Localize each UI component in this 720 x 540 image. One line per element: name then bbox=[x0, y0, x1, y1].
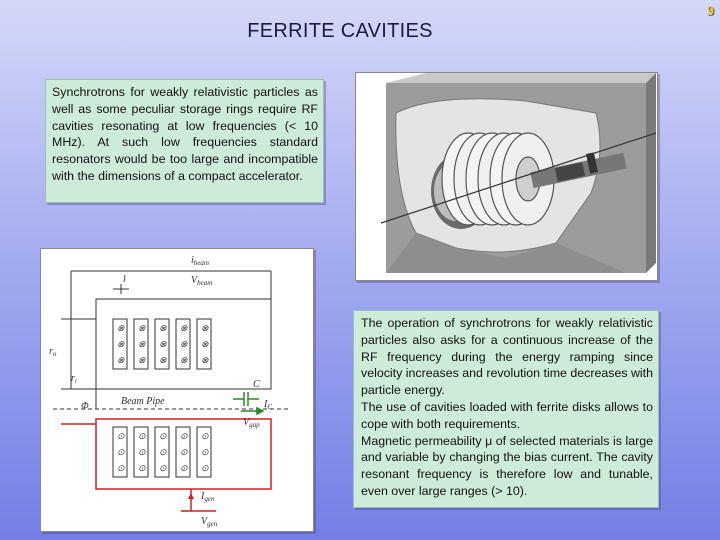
ic-label: $I_C$ bbox=[264, 399, 273, 411]
intro-text: Synchrotrons for weakly relativistic particles as well as some peculiar storage rings require RF cavities resonating at low frequencies (< 10 MHz). At such low frequencies standard resonators would be too large and incompatible with the dimensions of a compact accelerator. bbox=[52, 85, 318, 183]
slide-title: FERRITE CAVITIES bbox=[247, 20, 433, 42]
svg-text:⊙: ⊙ bbox=[159, 463, 167, 473]
ferrite-cavity-schematic-image bbox=[40, 248, 314, 532]
svg-text:⊗: ⊗ bbox=[159, 355, 167, 365]
svg-text:⊙: ⊙ bbox=[180, 447, 188, 457]
detail-text-box bbox=[353, 310, 659, 508]
svg-text:⊗: ⊗ bbox=[138, 355, 146, 365]
svg-text:⊙: ⊙ bbox=[201, 463, 209, 473]
svg-text:⊙: ⊙ bbox=[159, 431, 167, 441]
svg-text:⊗: ⊗ bbox=[117, 323, 125, 333]
v-beam-label: $V_{beam}$ bbox=[191, 275, 213, 287]
svg-text:⊗: ⊗ bbox=[138, 323, 146, 333]
svg-text:⊙: ⊙ bbox=[180, 431, 188, 441]
detail-paragraph-3: Magnetic permeability μ of selected materials is large and variable by changing the bias current. The cavity resonant frequency is therefore low and tunable, even over large ranges (> 10). bbox=[361, 433, 653, 498]
svg-text:⊙: ⊙ bbox=[180, 463, 188, 473]
svg-text:⊙: ⊙ bbox=[138, 431, 146, 441]
svg-text:⊗: ⊗ bbox=[180, 339, 188, 349]
svg-text:⊙: ⊙ bbox=[138, 463, 146, 473]
svg-text:⊗: ⊗ bbox=[180, 355, 188, 365]
svg-text:⊗: ⊗ bbox=[201, 323, 209, 333]
phi-label: Φ bbox=[81, 401, 89, 412]
svg-text:⊗: ⊗ bbox=[201, 355, 209, 365]
svg-text:⊗: ⊗ bbox=[159, 323, 167, 333]
beam-pipe-label: Beam Pipe bbox=[121, 396, 165, 407]
v-gap-label: $V_{gap}$ bbox=[243, 417, 260, 429]
detail-paragraph-1: The operation of synchrotrons for weakly relativistic particles also asks for a continuous increase of the RF frequency during the energy ramping since velocity increases and revolution time decreases with particle energy. bbox=[361, 316, 654, 398]
ri-label: $r_i$ bbox=[71, 373, 77, 385]
svg-text:⊗: ⊗ bbox=[117, 355, 125, 365]
svg-text:⊗: ⊗ bbox=[159, 339, 167, 349]
ferrite-cavity-cutaway-image bbox=[355, 72, 658, 281]
l-label: l bbox=[123, 274, 126, 285]
svg-text:⊙: ⊙ bbox=[201, 447, 209, 457]
page-number: 9 bbox=[707, 4, 714, 19]
intro-text-box bbox=[45, 79, 324, 203]
capacitor-label: C bbox=[253, 379, 260, 390]
svg-text:⊙: ⊙ bbox=[117, 431, 125, 441]
svg-text:⊗: ⊗ bbox=[138, 339, 146, 349]
detail-paragraph-2: The use of cavities loaded with ferrite disks allows to cope with both requirements. bbox=[361, 399, 653, 431]
i-gen-label: $I_{gen}$ bbox=[201, 491, 215, 503]
svg-text:⊙: ⊙ bbox=[117, 463, 125, 473]
svg-text:⊙: ⊙ bbox=[138, 447, 146, 457]
i-beam-label: $i_{beam}$ bbox=[191, 255, 209, 267]
svg-text:⊙: ⊙ bbox=[201, 431, 209, 441]
svg-text:⊙: ⊙ bbox=[117, 447, 125, 457]
ro-label: $r_o$ bbox=[49, 346, 57, 358]
svg-text:⊗: ⊗ bbox=[180, 323, 188, 333]
cavity-drawing bbox=[356, 73, 657, 280]
svg-text:⊙: ⊙ bbox=[159, 447, 167, 457]
svg-text:⊗: ⊗ bbox=[117, 339, 125, 349]
svg-text:⊗: ⊗ bbox=[201, 339, 209, 349]
v-gen-label: $V_{gen}$ bbox=[201, 516, 218, 528]
schematic-drawing bbox=[41, 249, 313, 531]
